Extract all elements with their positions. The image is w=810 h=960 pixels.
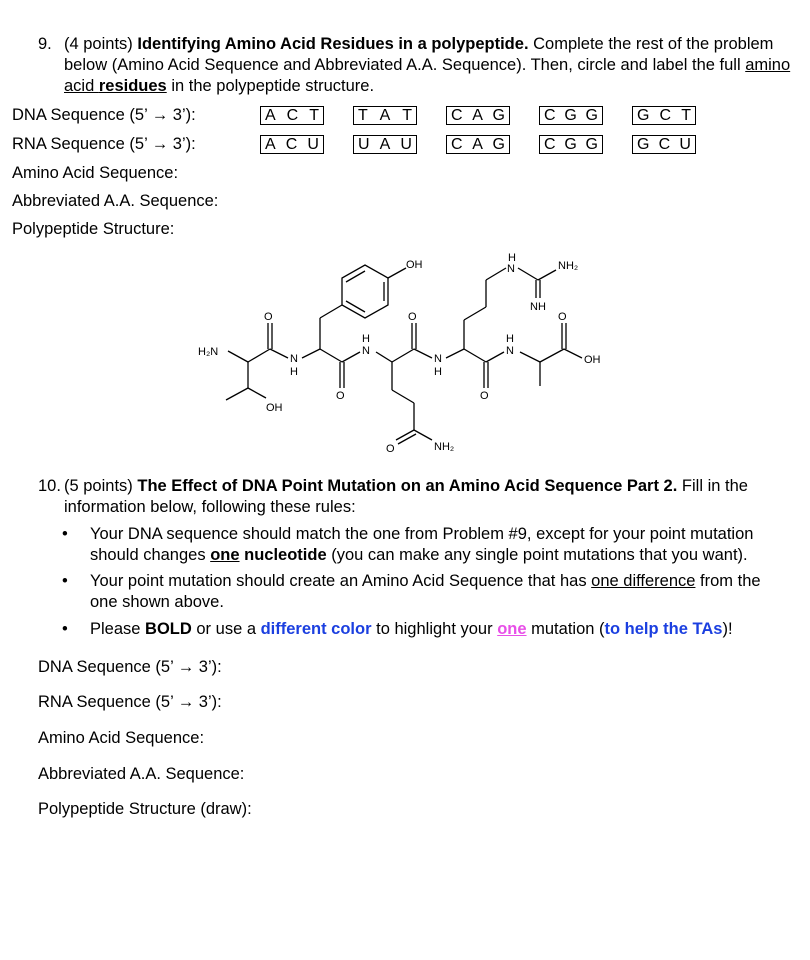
dna-nucleotide: C (286, 106, 299, 124)
problem-10-number: 10. (38, 477, 61, 495)
dna-nucleotide: T (402, 106, 412, 124)
problem-9-number: 9. (38, 35, 52, 53)
arginine-n-label: N (507, 263, 515, 275)
rna-nucleotide: G (585, 135, 598, 153)
rule-2-tail: from the one shown above. (90, 572, 761, 611)
amide-n-3: N (434, 353, 442, 365)
polypeptide-structure-label: Polypeptide Structure: (12, 220, 175, 238)
problem-9-intro: Complete the rest of the problem below (Amino Acid Sequence and Abbreviated A.A. Sequence). Then, circle and label the full (64, 35, 774, 74)
dna-codon-1 (260, 106, 324, 125)
rna-nucleotide: C (285, 135, 298, 153)
rule-3-mid-2: to highlight your (371, 620, 498, 638)
dna-nucleotide: G (637, 106, 650, 124)
p10-rna-label: RNA Sequence (5’ → 3’): (38, 693, 222, 711)
rna-nucleotide: C (451, 135, 463, 153)
amide-h-4: H (506, 333, 514, 345)
bullet-1: • (62, 525, 68, 543)
threonine-oh-label: OH (266, 402, 283, 414)
tyrosine-oh-label: OH (406, 259, 423, 271)
p10-poly-label: Polypeptide Structure (draw): (38, 800, 252, 818)
dna-codon-2 (353, 106, 417, 125)
carbonyl-o-2: O (336, 390, 345, 402)
rule-3-mid: or use a (191, 620, 261, 638)
rule-1-text: Your DNA sequence should match the one from Problem #9, except for your point mutation should changes (90, 525, 754, 564)
rule-3-bold: BOLD (145, 620, 192, 638)
dna-nucleotide: T (358, 106, 368, 124)
dna-codon-4 (539, 106, 603, 125)
problem-9-prompt (38, 34, 798, 97)
dna-codon-3 (446, 106, 510, 125)
problem-9-points: (4 points) (64, 35, 138, 53)
dna-nucleotide: A (472, 106, 483, 124)
rna-nucleotide: A (265, 135, 276, 153)
problem-10-prompt (38, 476, 798, 518)
abbreviated-sequence-label: Abbreviated A.A. Sequence: (12, 192, 219, 210)
rna-nucleotide: G (637, 135, 650, 153)
rule-3 (62, 619, 792, 640)
problem-9-outro: in the polypeptide structure. (166, 77, 375, 95)
rna-sequence-label: RNA Sequence (5’ → 3’): (12, 135, 196, 153)
carbonyl-o-3: O (408, 311, 417, 323)
dna-codon-5 (632, 106, 696, 125)
dna-nucleotide: T (681, 106, 691, 124)
rna-nucleotide: C (544, 135, 556, 153)
rna-nucleotide: A (472, 135, 483, 153)
rna-codon-2 (353, 135, 417, 154)
glutamine-nh2-label: NH₂ (434, 441, 455, 453)
polypeptide-structure-diagram (180, 238, 640, 460)
p10-aa-label: Amino Acid Sequence: (38, 729, 205, 747)
bullet-3: • (62, 620, 68, 638)
rna-codon-1 (260, 135, 324, 154)
dna-nucleotide: C (451, 106, 463, 124)
rna-nucleotide: A (379, 135, 391, 153)
rna-nucleotide: U (307, 135, 319, 153)
dna-nucleotide: A (379, 106, 391, 124)
rna-codon-3 (446, 135, 510, 154)
c-terminus-oh-label: OH (584, 354, 601, 366)
rule-3-one: one (497, 620, 527, 638)
rule-3-different-color: different color (260, 620, 372, 638)
dna-nucleotide: G (585, 106, 598, 124)
rule-3-tail: )! (722, 620, 733, 638)
amide-n-1: N (290, 353, 298, 365)
dna-nucleotide: A (265, 106, 276, 124)
amide-h-3: H (434, 366, 442, 378)
bullet-2: • (62, 572, 68, 590)
problem-10-title: The Effect of DNA Point Mutation on an Amino Acid Sequence Part 2. (137, 477, 678, 495)
amide-h-2: H (362, 333, 370, 345)
arginine-nh2-label: NH₂ (558, 260, 579, 272)
arginine-h-label: H (508, 252, 516, 264)
rna-nucleotide: U (400, 135, 412, 153)
carbonyl-o-1: O (264, 311, 273, 323)
rule-2 (62, 571, 792, 613)
problem-9-underline-2: residues (98, 77, 167, 95)
p10-dna-label: DNA Sequence (5’ → 3’): (38, 658, 222, 676)
problem-9-title: Identifying Amino Acid Residues in a polypeptide. (137, 35, 529, 53)
rule-1-nucleotide: nucleotide (239, 546, 327, 564)
rna-nucleotide: C (658, 135, 671, 153)
rna-nucleotide: G (564, 135, 577, 153)
dna-nucleotide: T (309, 106, 319, 124)
rule-1-one: one (210, 546, 240, 564)
amino-acid-sequence-label: Amino Acid Sequence: (12, 164, 179, 182)
rule-2-text: Your point mutation should create an Amino Acid Sequence that has (90, 572, 592, 590)
rule-3-help-tas: to help the TAs (604, 620, 723, 638)
rule-3-mid-3: mutation ( (526, 620, 605, 638)
amide-h-1: H (290, 366, 298, 378)
problem-10-points: (5 points) (64, 477, 138, 495)
carbonyl-o-4: O (480, 390, 489, 402)
glutamine-o-label: O (386, 443, 395, 455)
n-terminus-label: H₂N (198, 346, 219, 358)
rna-nucleotide: U (358, 135, 370, 153)
rule-1 (62, 524, 792, 566)
rna-nucleotide: U (679, 135, 691, 153)
dna-nucleotide: G (564, 106, 577, 124)
carbonyl-o-5: O (558, 311, 567, 323)
dna-nucleotide: C (544, 106, 556, 124)
dna-sequence-label: DNA Sequence (5’ → 3’): (12, 106, 196, 124)
rna-nucleotide: G (492, 135, 505, 153)
dna-nucleotide: G (492, 106, 505, 124)
dna-nucleotide: C (659, 106, 672, 124)
amide-n-4: N (506, 345, 514, 357)
rule-1-tail: (you can make any single point mutations that you want). (326, 546, 748, 564)
problem-10-intro: Fill in the information below, following these rules: (64, 477, 748, 516)
rna-codon-4 (539, 135, 603, 154)
amide-n-2: N (362, 345, 370, 357)
rule-3-text: Please (90, 620, 146, 638)
rna-codon-5 (632, 135, 696, 154)
arginine-nh-label: NH (530, 301, 546, 313)
problem-9-underline-1: amino acid (64, 56, 791, 95)
p10-abbr-label: Abbreviated A.A. Sequence: (38, 765, 245, 783)
rule-2-one-difference: one difference (591, 572, 696, 590)
